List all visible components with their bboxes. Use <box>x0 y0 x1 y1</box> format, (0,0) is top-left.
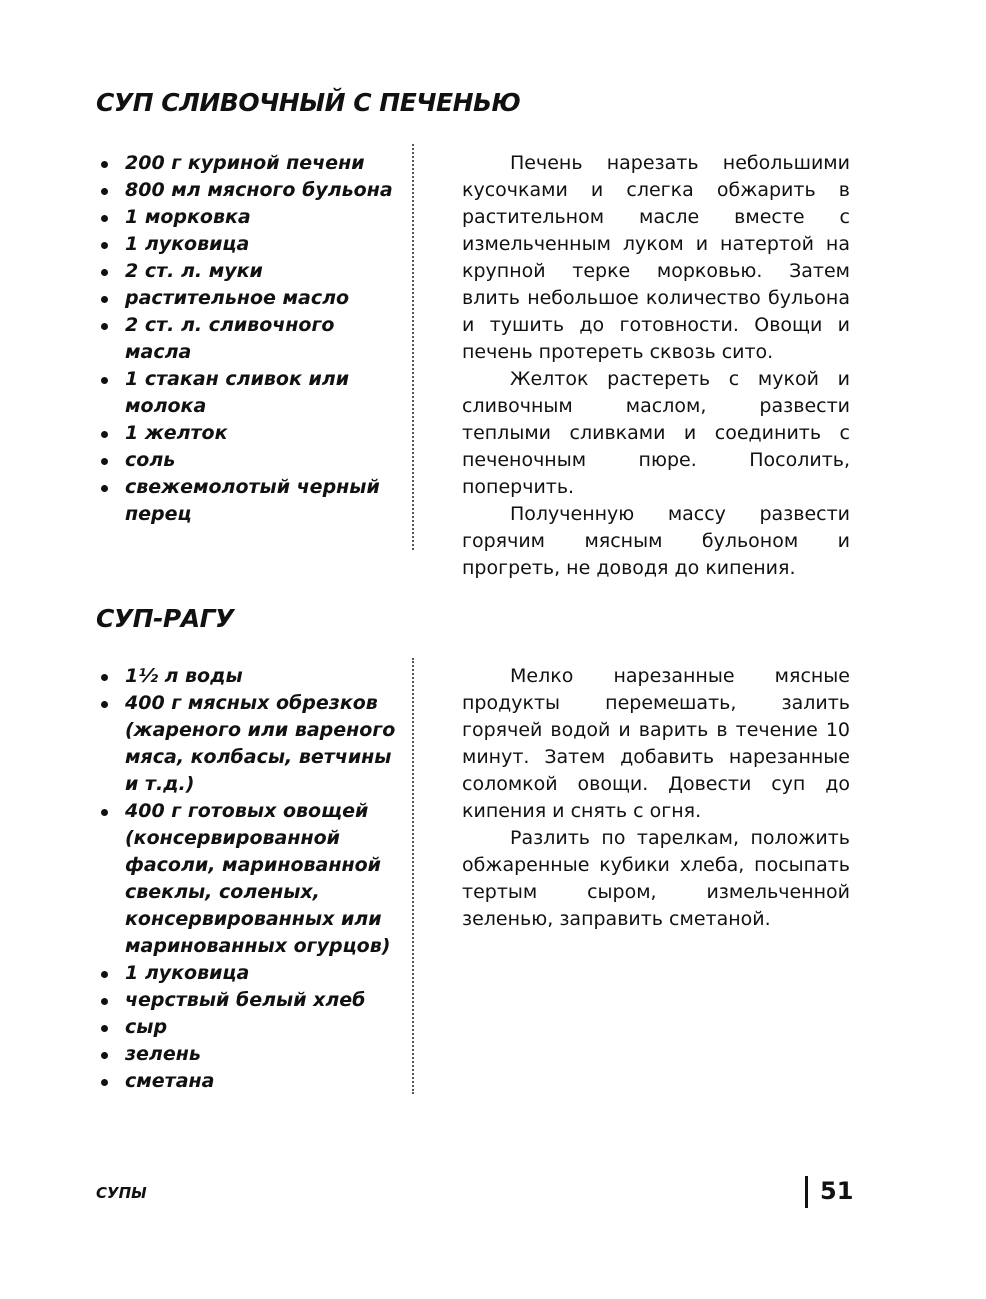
method-paragraph: Желток растереть с мукой и сливочным маслом, развести теплыми сливками и соединить с печеночным пюре. Посолить, поперчить. <box>462 368 850 498</box>
recipe-title: СУП-РАГУ <box>96 604 234 633</box>
ingredient-item: 1 морковка <box>96 204 396 231</box>
method-text <box>462 150 850 582</box>
method-paragraph: Разлить по тарелкам, положить обжаренные кубики хлеба, посыпать тертым сыром, измельченной зеленью, заправить сметаной. <box>462 827 850 930</box>
ingredient-item: 400 г готовых овощей (консервированной фасоли, маринованной свеклы, соленых, консервированных или маринованных огурцов) <box>96 798 396 960</box>
method-paragraph: Полученную массу развести горячим мясным бульоном и прогреть, не доводя до кипения. <box>462 503 850 579</box>
ingredient-list <box>96 150 396 528</box>
ingredient-item: 400 г мясных обрезков (жареного или вареного мяса, колбасы, ветчины и т.д.) <box>96 690 396 798</box>
method-text <box>462 663 850 933</box>
ingredient-item: 1 луковица <box>96 960 396 987</box>
ingredient-item: зелень <box>96 1041 396 1068</box>
ingredient-list <box>96 663 396 1095</box>
ingredient-item: 1½ л воды <box>96 663 396 690</box>
ingredient-item: 2 ст. л. сливочного масла <box>96 312 396 366</box>
ingredient-item: сыр <box>96 1014 396 1041</box>
method-paragraph: Печень нарезать небольшими кусочками и слегка обжарить в растительном масле вместе с измельченным луком и натертой на крупной терке морковью. Затем влить небольшое количество бульона и тушить до готовности. Овощи и печень протереть сквозь сито. <box>462 152 850 363</box>
page-number-bar <box>805 1176 808 1208</box>
ingredient-item: растительное масло <box>96 285 396 312</box>
ingredient-item: 2 ст. л. муки <box>96 258 396 285</box>
method-paragraph: Мелко нарезанные мясные продукты перемешать, залить горячей водой и варить в течение 10 минут. Затем добавить нарезанные соломкой овощи. Довести суп до кипения и снять с огня. <box>462 665 850 822</box>
ingredient-item: 800 мл мясного бульона <box>96 177 396 204</box>
ingredient-item: 1 луковица <box>96 231 396 258</box>
ingredient-item: сметана <box>96 1068 396 1095</box>
column-divider <box>412 658 414 1094</box>
ingredient-item: соль <box>96 447 396 474</box>
ingredient-item: свежемолотый черный перец <box>96 474 396 528</box>
recipe-title: СУП СЛИВОЧНЫЙ С ПЕЧЕНЬЮ <box>96 88 521 117</box>
ingredient-item: 1 желток <box>96 420 396 447</box>
ingredient-item: черствый белый хлеб <box>96 987 396 1014</box>
page-number: 51 <box>820 1177 854 1205</box>
ingredient-item: 1 стакан сливок или молока <box>96 366 396 420</box>
ingredient-item: 200 г куриной печени <box>96 150 396 177</box>
footer-section-label: СУПЫ <box>96 1184 147 1202</box>
column-divider <box>412 144 414 550</box>
